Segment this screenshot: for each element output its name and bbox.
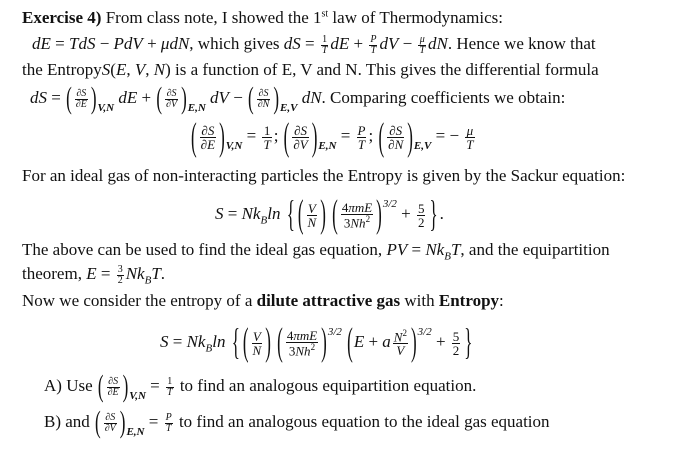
differential-equation: dS = ( $\frac{\partial S}{\partial E}$ )$_{V,N}$ dE + ( $\frac{\partial S}{\partial V}$ )$_{E,N}$ dV − ( $\frac{\partial S}{\partial N}$ )$_{E,V}$ dN <box>30 81 322 116</box>
frac-one-over-t: $\frac{1}{T}$ <box>321 33 328 56</box>
sackur-equation-line <box>215 192 444 236</box>
part-a-text: to find an analogous equipartition equation. <box>179 376 477 395</box>
now-line <box>22 291 504 311</box>
part-a-line <box>44 369 477 406</box>
part-b-line <box>44 405 550 442</box>
sackur-equation: $S = Nk_B\ln$ { ( $\frac{V}{N}$ ) ( $\frac{\text{4πmE}}{3Nh^2}$ )$^{3/2}$ + $\frac{5}{2}$ } . <box>215 192 444 236</box>
part-b-condition: ( $\frac{\partial S}{\partial V}$ )$_{E,N}$ = $\frac{P}{T}$ <box>95 405 172 440</box>
part-b-text: to find an analogous equation to the ideal gas equation <box>178 412 550 431</box>
above-text-2: , and the equipartition <box>460 240 610 259</box>
theorem-line <box>22 264 165 290</box>
intro-text-pre: From class note, I showed the 1 <box>105 8 322 27</box>
ideal-gas-equation: PV = $Nk_BT$ <box>386 240 461 263</box>
part-a-label: A) Use <box>44 376 93 395</box>
hence-text: . Hence we know that <box>447 34 596 53</box>
first-law-line <box>32 34 596 56</box>
differential-line <box>30 81 566 118</box>
comparing-text: . Comparing coefficients we obtain: <box>321 88 566 107</box>
intro-sup: st <box>321 8 329 20</box>
above-text-1: The above can be used to find the ideal gas equation, <box>22 240 383 259</box>
entropy-post: is a function of E, V and N. This gives the differential formula <box>175 60 599 79</box>
now-entropy-bold: Entropy <box>438 291 500 310</box>
part-b-label: B) and <box>44 412 90 431</box>
entropy-line <box>22 60 599 80</box>
now-text-bold: dilute attractive gas <box>256 291 401 310</box>
entropy-text: the Entropy <box>22 60 102 79</box>
frac-p-over-t: $\frac{P}{T}$ <box>370 33 377 56</box>
part-a-condition: ( $\frac{\partial S}{\partial E}$ )$_{V,N}$ = $\frac{1}{T}$ <box>97 369 173 404</box>
equipartition-equation: E = $\frac{3}{2}$ $Nk_BT$. <box>86 263 166 287</box>
coefficients-line <box>190 114 477 159</box>
exercise-label: Exercise 4) <box>22 8 102 27</box>
ideal-gas-line <box>22 166 625 186</box>
theorem-text: theorem, <box>22 264 82 283</box>
intro-text-post: law of Thermodynamics: <box>332 8 504 27</box>
frac-mu-over-t: $\frac{\mu}{T}$ <box>419 33 426 56</box>
intro-line <box>22 8 503 28</box>
first-law-equation: dE = TdS − PdV + μdN, which gives dS = $\frac{1}{T}$ dE + $\frac{P}{T}$ dV − $\frac{\mu}{T}$ dN <box>32 33 448 56</box>
coefficients-equation: ( $\frac{\partial S}{\partial E}$ )$_{V,N}$ = $\frac{1}{T}$ ; ( $\frac{\partial S}{\partial V}$ )$_{E,N}$ = $\frac{P}{T}$ ; ( $\frac{\partial S}{\partial N}$ )$_{E,V}$ = − $\frac{\mu}{T}$ <box>191 114 474 159</box>
ideal-gas-text: For an ideal gas of non-interacting particles the Entropy is given by the Sackur equation: <box>22 166 626 185</box>
entropy-function: S(E, V, N) <box>101 60 171 79</box>
now-text-mid: with <box>404 291 435 310</box>
now-text-pre: Now we consider the entropy of a <box>22 291 253 310</box>
attractive-gas-equation-line <box>160 320 474 364</box>
attractive-gas-equation: $S = Nk_B\ln$ { ( $\frac{V}{N}$ ) ( $\frac{\text{4πmE}}{3Nh^2}$ )$^{3/2}$ (E + a $\frac{N^2}{V}$ )$^{3/2}$ + $\frac{5}{2}$ } <box>160 320 473 364</box>
above-line <box>22 240 610 266</box>
now-colon: : <box>499 291 504 310</box>
